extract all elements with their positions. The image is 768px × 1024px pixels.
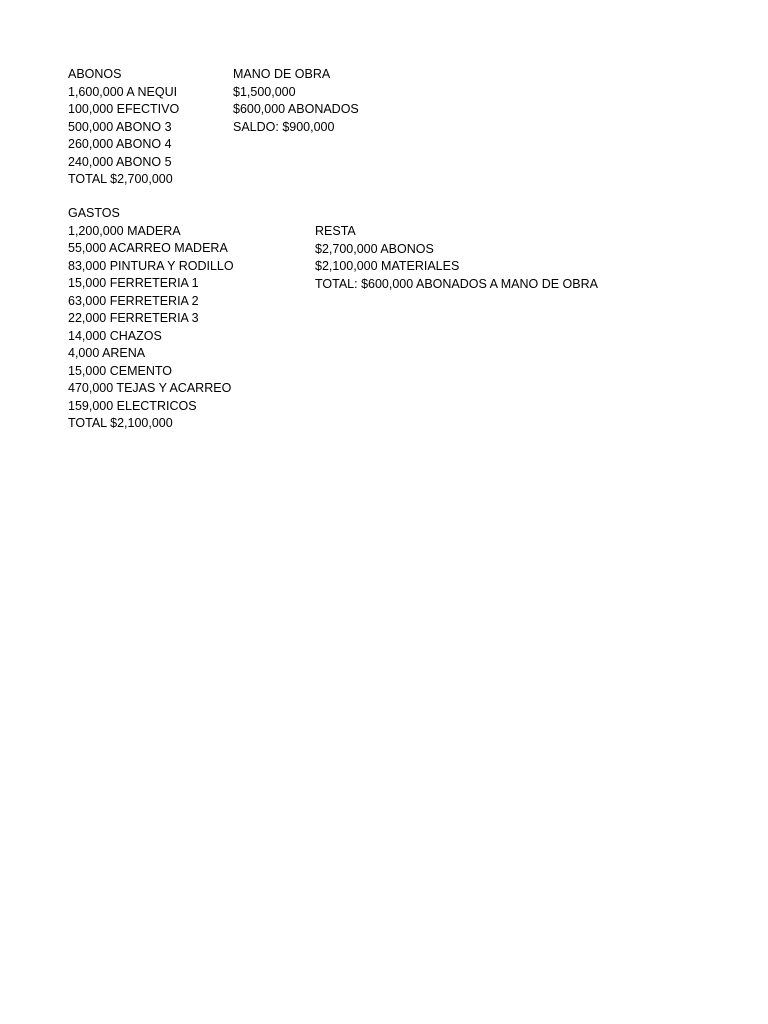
abonos-section xyxy=(68,66,179,189)
gastos-title: GASTOS xyxy=(68,206,120,220)
resta-title: RESTA xyxy=(315,224,356,238)
gastos-item: 15,000 CEMENTO xyxy=(68,363,172,378)
mano-de-obra-section xyxy=(233,66,359,136)
resta-total: TOTAL: $600,000 ABONADOS A MANO DE OBRA xyxy=(315,276,598,291)
gastos-item: 15,000 FERRETERIA 1 xyxy=(68,276,199,290)
abonos-item: 1,600,000 A NEQUI xyxy=(68,84,178,99)
gastos-item: 22,000 FERRETERIA 3 xyxy=(68,311,199,325)
mano-de-obra-title: MANO DE OBRA xyxy=(233,67,331,81)
gastos-item: 83,000 PINTURA Y RODILLO xyxy=(68,258,234,273)
abonos-total: TOTAL $2,700,000 xyxy=(68,172,173,186)
abonos-item: 500,000 ABONO 3 xyxy=(68,119,172,134)
resta-item: $2,100,000 MATERIALES xyxy=(315,259,460,273)
mano-de-obra-item: $1,500,000 xyxy=(233,84,296,99)
gastos-item: 159,000 ELECTRICOS xyxy=(68,398,197,413)
gastos-item: 1,200,000 MADERA xyxy=(68,223,181,238)
abonos-title: ABONOS xyxy=(68,67,122,81)
gastos-item: 14,000 CHAZOS xyxy=(68,328,162,343)
gastos-item: 4,000 ARENA xyxy=(68,346,146,360)
mano-de-obra-saldo: SALDO: $900,000 xyxy=(233,119,335,134)
abonos-item: 100,000 EFECTIVO xyxy=(68,102,180,116)
resta-item: $2,700,000 ABONOS xyxy=(315,241,434,256)
gastos-section xyxy=(68,205,234,433)
gastos-item: 63,000 FERRETERIA 2 xyxy=(68,293,199,308)
abonos-item: 240,000 ABONO 5 xyxy=(68,154,172,169)
gastos-total: TOTAL $2,100,000 xyxy=(68,416,173,430)
gastos-item: 470,000 TEJAS Y ACARREO xyxy=(68,381,232,395)
mano-de-obra-item: $600,000 ABONADOS xyxy=(233,102,359,116)
gastos-item: 55,000 ACARREO MADERA xyxy=(68,241,228,255)
abonos-item: 260,000 ABONO 4 xyxy=(68,137,172,151)
resta-section xyxy=(315,223,598,293)
